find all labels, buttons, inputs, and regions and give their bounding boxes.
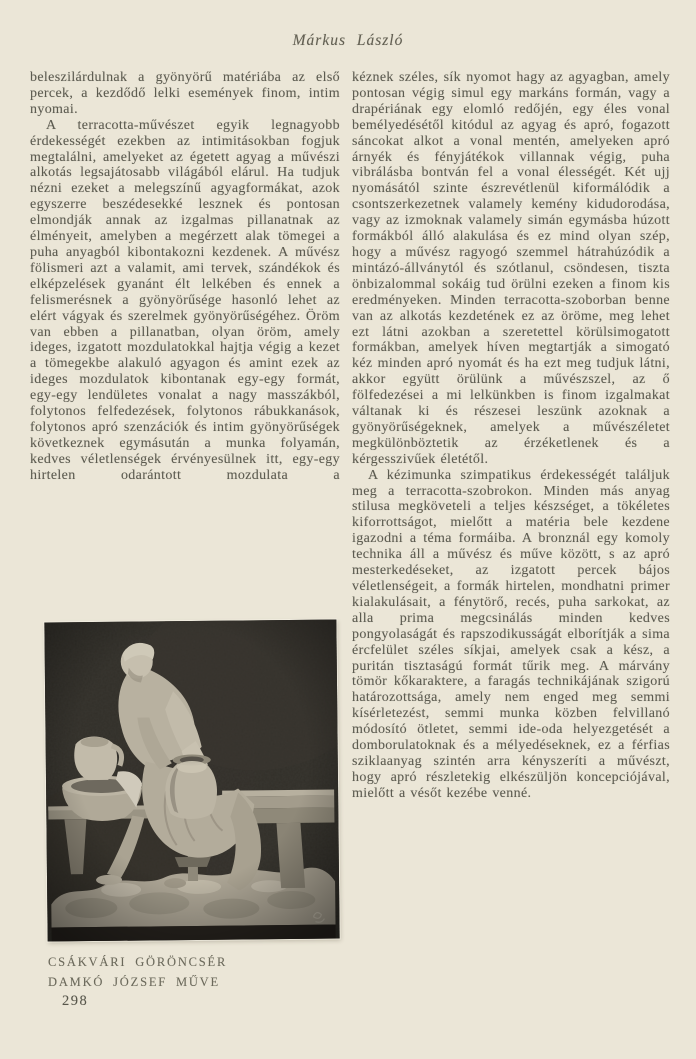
paragraph-terracotta-muveszet: A terracotta-művészet egyik legnagyobb érdekességét ezekben az intimitásokban fogjuk megtalálni, amelyeket az égetett agyag a művészi alkotás legsajátosabb világából elárul. Ha tudjuk nézni ezeket a melegszínű agyagformákat, azok egyszerre beszédesekké lesznek és pontosan elmondják annak az izgalmas pillanatnak az élményeit, amelyben a megérzett alak tömegei a puha anyagból kibontakozni kezdenek. A művész fölismeri azt a valamit, ami tervek, szándékok és elképzelések gyanánt élt lelkében és ennek a felismerésnek a gyönyörűsége hasonló lehet az elért vágyak és szerelmek gyönyörűségéhez. Öröm van ebben a pillanatban, olyan öröm, amely ideges, izgatott mozdulatokkal hajtja végig a kezet a tömegekbe alakuló agyagon és amint ezek az ideges mozdulatok kibontanak egy-egy formát, egy-egy lendületes vonalat a nagy masszákból, folytonos felfedezések, folytonos rábukkanások, folytonos apró szenzációk és intim gyönyörűségek következnek egymásután a munka folyamán, kedves véletlenségek érvényesülnek itt, egy-egy hirtelen odarántott mozdulata a xyxy=(30,117,340,483)
text-column-right xyxy=(352,70,670,802)
page-number: 298 xyxy=(62,993,89,1009)
photo-caption-artist: DAMKÓ JÓZSEF MŰVE xyxy=(48,975,220,989)
sculpture-photo-image xyxy=(44,619,339,941)
paragraph-continued-from-left-column: kéznek széles, sík nyomot hagy az agyagban, amely pontosan végig simul egy markáns formán, vagy a drapériának egy elomló redőjén, egy éles vonal bemélyedésétől kitódul az agyag és apró, fogazott sáncokat alkot a vonal mentén, amelyeken apró árnyék és fényjátékok villannak végig, puha vibrálásba bontván fel a vonal élességét. Két ujj nyomásától szinte észrevétlenül kiformálódik a csontszerkezetnek valamely kemény kidudorodása, vagy az izmoknak valamely simán egymásba húzott formákból álló alakulása és ez mind olyan szép, hogy a művész ragyogó szemmel hátrahúzódik a mintázó-állványtól és szótlanul, csöndesen, tiszta önbizalommal sokáig tud örülni ezeken a finom kis eredményeken. Minden terracotta-szoborban benne van az alkotás kezdetének ez az öröme, meg lehet ezt látni azokban a szeretettel körülsimogatott formákban, amelyek híven megtartják a simogató kéz minden apró nyomát és ha ezt meg tudjuk látni, akkor együtt örülünk a művészszel, az ő fölfedezései a mi lelkünkben is finom izgalmakat váltanak ki és részesei leszünk azoknak a gyönyörűségeknek, amelyek a művészéletet megkülönböztetik az érzéketlenek és a kérgesszivűek életétől. xyxy=(352,70,670,467)
paragraph-kezimunka: A kézimunka szimpatikus érdekességét találjuk meg a terracotta-szobrokon. Minden más anyag stilusa megköveteli a teljes készséget, a tökéletes kiforrottságot, mielőtt a matéria bele kezdene igazodni a téma formáiba. A bronznál egy komoly technika áll a művész és műve között, s az apró mesterkedéseket, az izgatott percek bájos véletlenségeit, a formák hirtelen, mondhatni primer kialakulásait, a fénytörő, recés, puha sarkokat, az alla prima megcsinálás minden kedves pongyolaságát és rapszodikusságát elborítják a sima ércfelület széles síkjai, amelyek csak a kész, a puritán tisztaságú formát tűrik meg. A márvány tömör kőkaraktere, a faragás technikájának szigorú határozottsága, amely nem enged meg semmi kísérletezést, semmi munka közben felvillanó módosító ötletet, semmi ide-oda helyezgetését a domborulatoknak és a mélyedéseknek, ez a férfias sziklaanyag szintén arra kényszeríti a művészt, hogy apró részletekig elkészüljön koncepciójával, mielőtt a vésőt kezébe venné. xyxy=(352,467,670,801)
photo-caption xyxy=(48,952,227,992)
running-header-author: Márkus László xyxy=(292,32,404,49)
text-column-left xyxy=(30,70,340,484)
photo-caption-title: CSÁKVÁRI GÖRÖNCSÉR xyxy=(48,955,228,969)
paragraph-continued-from-previous-page: beleszilárdulnak a gyönyörű matériába az első percek, a kezdődő lelki események finom, intim nyomai. xyxy=(30,70,340,117)
sculpture-photo xyxy=(44,619,339,941)
